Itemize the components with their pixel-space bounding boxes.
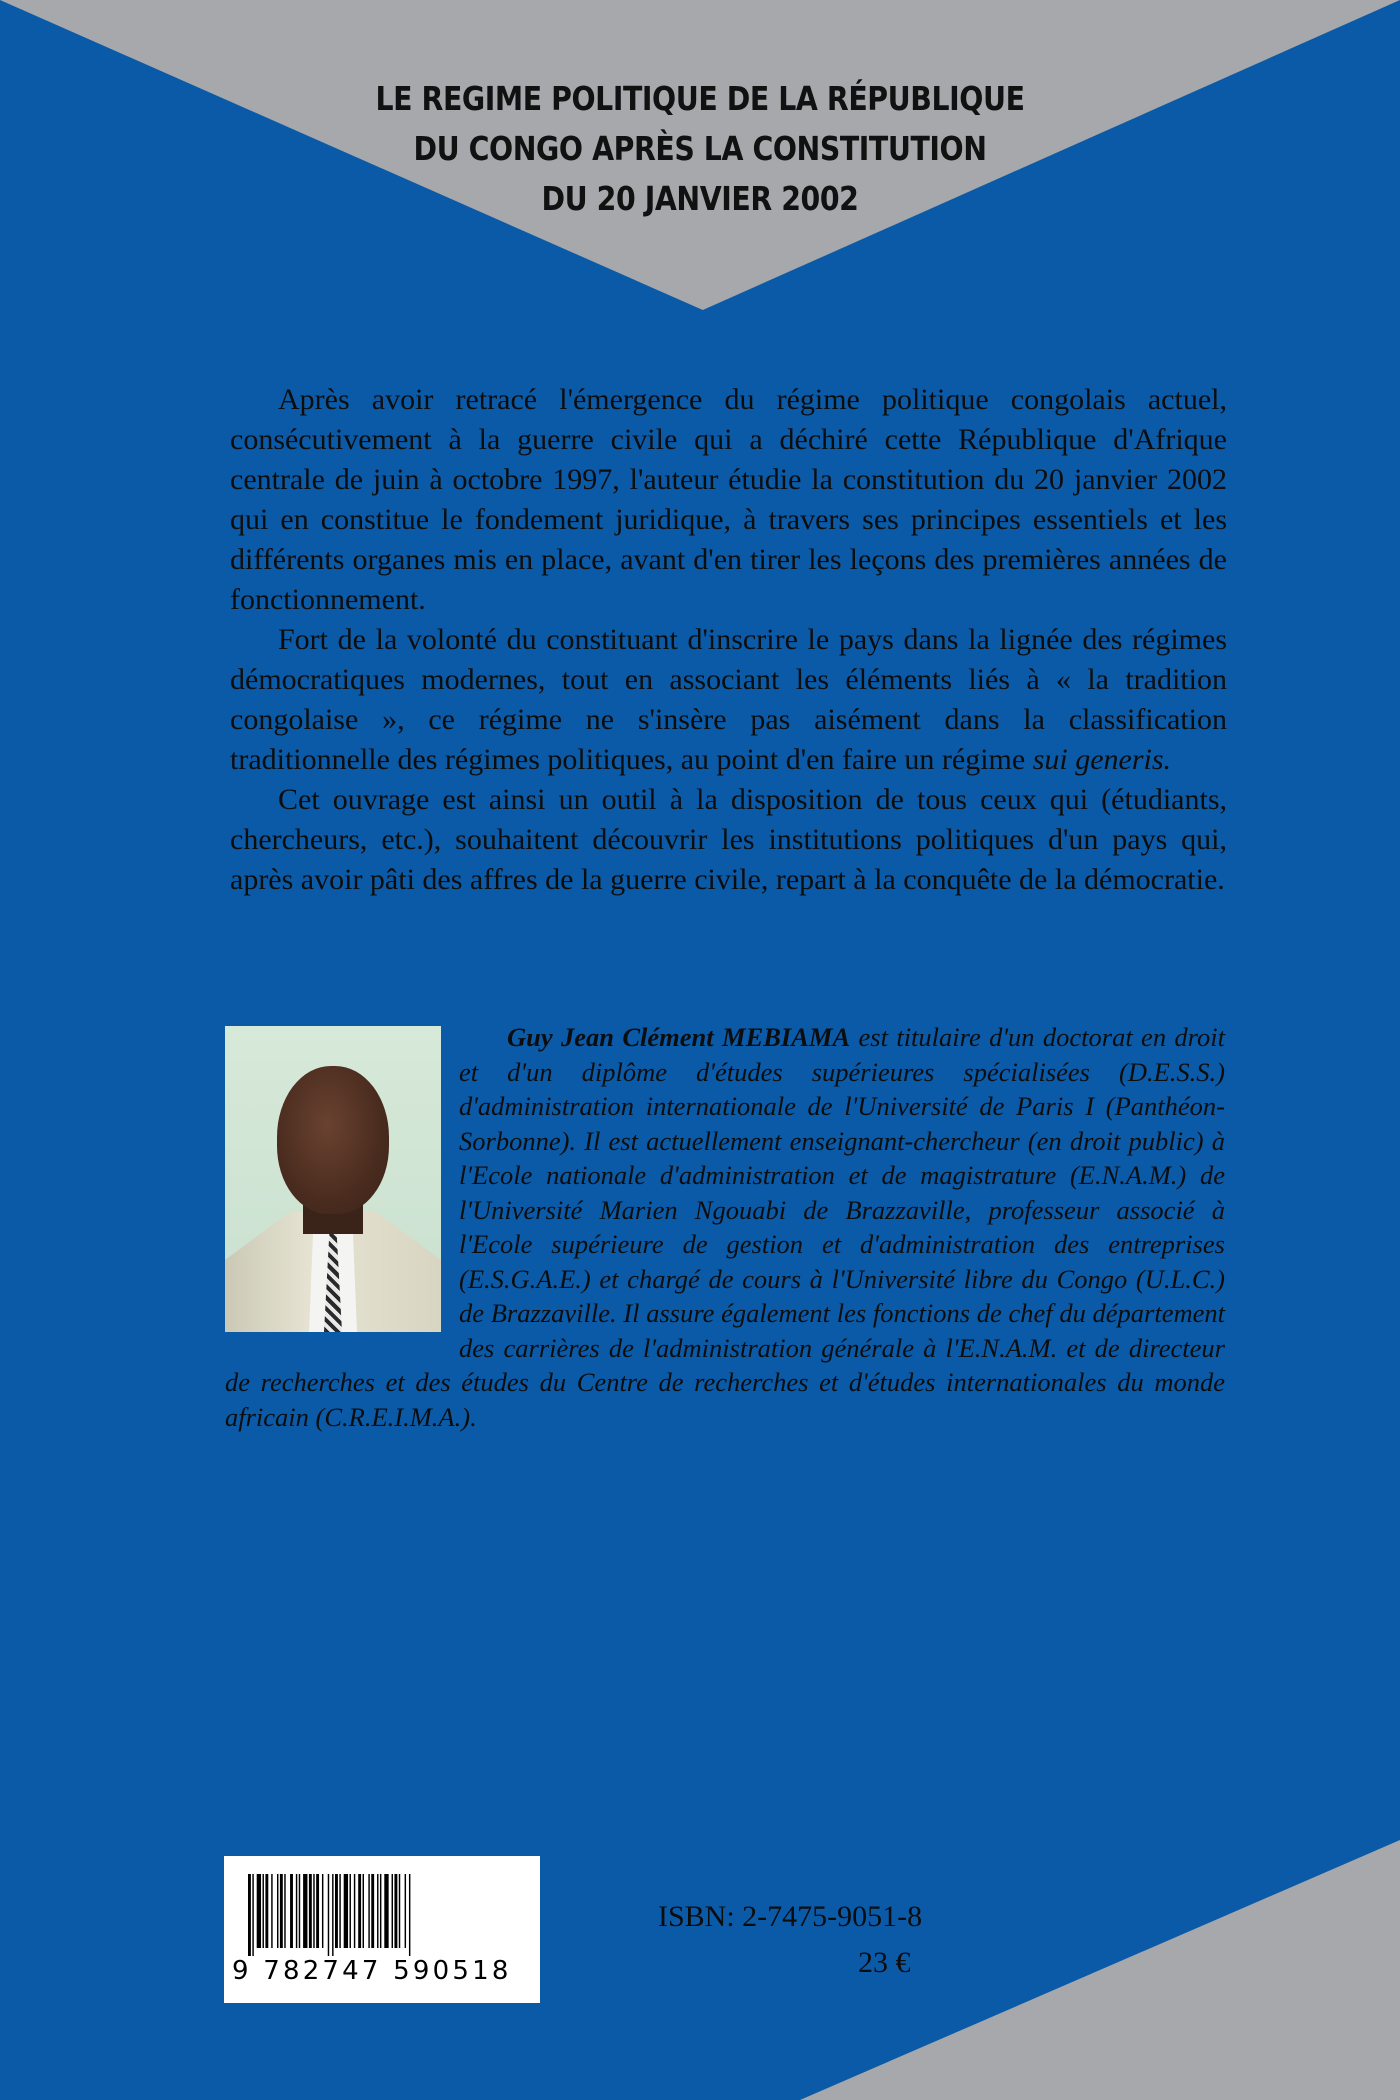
price: 23 € xyxy=(858,1946,911,1979)
summary-paragraph-3: Cet ouvrage est ainsi un outil à la disposition de tous ceux qui (étudiants, chercheurs, etc.), souhaitent découvrir les institutions politiques d'un pays qui, après avoir pâti des affres de la guerre civile, repart à la conquête de la démocratie. xyxy=(230,783,1227,896)
barcode-bars xyxy=(234,1874,530,1956)
barcode-bar xyxy=(380,1874,381,1948)
barcode-bar xyxy=(277,1874,278,1948)
author-name-lead xyxy=(459,1022,850,1052)
barcode-bar xyxy=(316,1874,319,1948)
barcode-bar xyxy=(309,1874,312,1948)
author-bio xyxy=(225,1020,1225,1434)
barcode-bar xyxy=(363,1874,364,1948)
barcode-bar xyxy=(384,1874,388,1948)
barcode-bar xyxy=(332,1874,333,1956)
isbn: ISBN: 2-7475-9051-8 xyxy=(658,1900,923,1933)
title-line-3: DU 20 JANVIER 2002 xyxy=(541,179,859,218)
barcode-bar xyxy=(280,1874,283,1948)
barcode-bar xyxy=(358,1874,361,1948)
barcode-bar xyxy=(368,1874,369,1948)
barcode-bar xyxy=(405,1874,406,1948)
summary-paragraph-2-italic: sui generis. xyxy=(1032,743,1172,776)
barcode-bar xyxy=(303,1874,307,1948)
book-summary xyxy=(230,380,1227,900)
barcode xyxy=(224,1856,540,2003)
barcode-bar xyxy=(265,1874,268,1948)
barcode-bar xyxy=(335,1874,338,1948)
title-line-1: LE REGIME POLITIQUE DE LA RÉPUBLIQUE xyxy=(375,79,1025,118)
author-bio-text: est titulaire d'un doctorat en droit et d'un diplôme d'études supérieures spécialisées (D.E.S.S.) d'administration internationale de l'Université de Paris I (Panthéon-Sorbonne). Il est actuellement enseignant-chercheur (en droit public) à l'Ecole nationale d'administration et de magistrature (E.N.A.M.) de l'Université Marien Ngouabi de Brazzaville, professeur associé à l'Ecole supérieure de gestion et d'administration des entreprises (E.S.G.A.E.) et chargé de cours à l'Université libre du Congo (U.L.C.) de Brazzaville. Il assure également les fonctions de chef du département des carrières de l'administration générale à l'E.N.A.M. et de directeur de recherches et des études du Centre de recherches et d'études internationales du monde africain (C.R.E.I.M.A.). xyxy=(225,1022,1225,1432)
barcode-bar xyxy=(377,1874,378,1948)
barcode-bar xyxy=(271,1874,272,1948)
photo-space xyxy=(225,1020,459,1340)
barcode-bar xyxy=(392,1874,393,1948)
barcode-bar xyxy=(290,1874,293,1948)
barcode-bar xyxy=(354,1874,355,1948)
barcode-bar xyxy=(328,1874,329,1956)
barcode-bar xyxy=(299,1874,300,1948)
barcode-bar xyxy=(350,1874,351,1948)
barcode-bar xyxy=(399,1874,400,1948)
barcode-digits: 9 782747 590518 xyxy=(232,1956,512,1986)
barcode-bar xyxy=(371,1874,374,1948)
barcode-bar xyxy=(322,1874,323,1948)
title-line-2: DU CONGO APRÈS LA CONSTITUTION xyxy=(413,129,987,168)
barcode-bar xyxy=(263,1874,264,1948)
barcode-bar xyxy=(344,1874,348,1948)
barcode-bar xyxy=(284,1874,285,1948)
barcode-bar xyxy=(296,1874,297,1948)
barcode-bar xyxy=(313,1874,314,1948)
summary-paragraph-2 xyxy=(230,620,1227,780)
summary-paragraph-1: Après avoir retracé l'émergence du régime politique congolais actuel, consécutivement à la guerre civile qui a déchiré cette République d'Afrique centrale de juin à octobre 1997, l'auteur étudie la constitution du 20 janvier 2002 qui en constitue le fondement juridique, à travers ses principes essentiels et les différents organes mis en place, avant d'en tirer les leçons des premières années de fonctionnement. xyxy=(230,383,1227,616)
author-name: Guy Jean Clément MEBIAMA xyxy=(507,1022,851,1052)
book-title xyxy=(270,74,1130,224)
barcode-bar xyxy=(409,1874,410,1956)
barcode-bar xyxy=(257,1874,261,1948)
barcode-bar xyxy=(339,1874,340,1948)
barcode-bar xyxy=(248,1874,251,1956)
summary-paragraph-2-text: Fort de la volonté du constituant d'inscrire le pays dans la lignée des régimes démocratiques modernes, tout en associant les éléments liés à « la tradition congolaise », ce régime ne s'insère pas aisément dans la classification traditionnelle des régimes politiques, au point d'en faire un régime xyxy=(230,623,1227,776)
barcode-bar xyxy=(394,1874,397,1948)
barcode-bar xyxy=(252,1874,253,1956)
